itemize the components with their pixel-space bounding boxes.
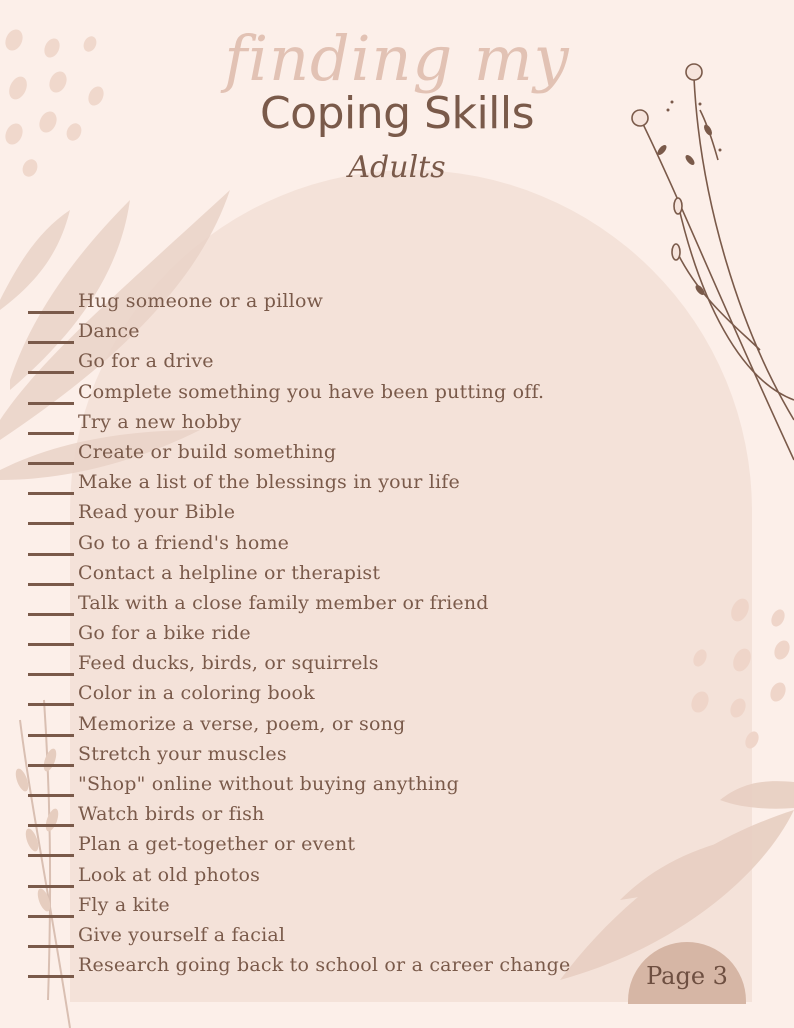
list-item-text: Create or build something: [78, 440, 337, 463]
blank-line: [28, 945, 74, 948]
blank-line: [28, 854, 74, 857]
list-item-text: Look at old photos: [78, 863, 261, 886]
list-item-text: Give yourself a facial: [78, 923, 286, 946]
list-item-text: Fly a kite: [78, 893, 170, 916]
twig-bottom-left-icon: [20, 700, 70, 1028]
blank-line: [28, 522, 74, 525]
list-item-text: Plan a get-together or event: [78, 833, 356, 856]
list-item-text: Go for a drive: [78, 350, 214, 373]
list-item-text: Contact a helpline or therapist: [78, 561, 381, 584]
blank-line: [28, 432, 74, 435]
blank-line: [28, 824, 74, 827]
list-item-text: Make a list of the blessings in your life: [78, 471, 460, 494]
list-item-text: "Shop" online without buying anything: [78, 773, 459, 795]
page-number: Page 3: [646, 962, 728, 990]
blank-line: [28, 402, 74, 405]
list-item-text: Go to a friend's home: [78, 531, 290, 554]
list-item-text: Color in a coloring book: [78, 682, 315, 705]
blank-line: [28, 553, 74, 556]
list-item-text: Research going back to school or a career change: [78, 954, 571, 977]
blank-line: [28, 915, 74, 918]
blank-line: [28, 794, 74, 797]
blank-line: [28, 583, 74, 586]
blank-line: [28, 643, 74, 646]
blank-line: [28, 371, 74, 374]
dots-right-icon: [688, 596, 792, 751]
list-item-text: Talk with a close family member or friend: [78, 591, 489, 614]
blank-line: [28, 673, 74, 676]
list-item-text: Complete something you have been putting off.: [78, 380, 545, 403]
list-item-text: Memorize a verse, poem, or song: [78, 712, 406, 735]
list-item-text: Watch birds or fish: [78, 803, 265, 826]
blank-line: [28, 764, 74, 767]
blank-line: [28, 975, 74, 978]
blank-line: [28, 613, 74, 616]
list-item-text: Stretch your muscles: [78, 742, 287, 765]
list-item-text: Go for a bike ride: [78, 622, 251, 645]
list-item-text: Try a new hobby: [78, 410, 242, 433]
blank-line: [28, 341, 74, 344]
list-item-text: Hug someone or a pillow: [78, 290, 324, 312]
blank-line: [28, 492, 74, 495]
list-item-text: Dance: [78, 320, 140, 343]
blank-line: [28, 462, 74, 465]
list-item-text: Feed ducks, birds, or squirrels: [78, 652, 379, 675]
script-title: finding my: [224, 22, 570, 95]
page-title: Coping Skills: [259, 88, 535, 139]
blank-line: [28, 311, 74, 314]
blank-line: [28, 734, 74, 737]
page-subtitle: Adults: [348, 150, 446, 185]
blank-line: [28, 885, 74, 888]
blank-line: [28, 703, 74, 706]
list-item-text: Read your Bible: [78, 501, 236, 524]
